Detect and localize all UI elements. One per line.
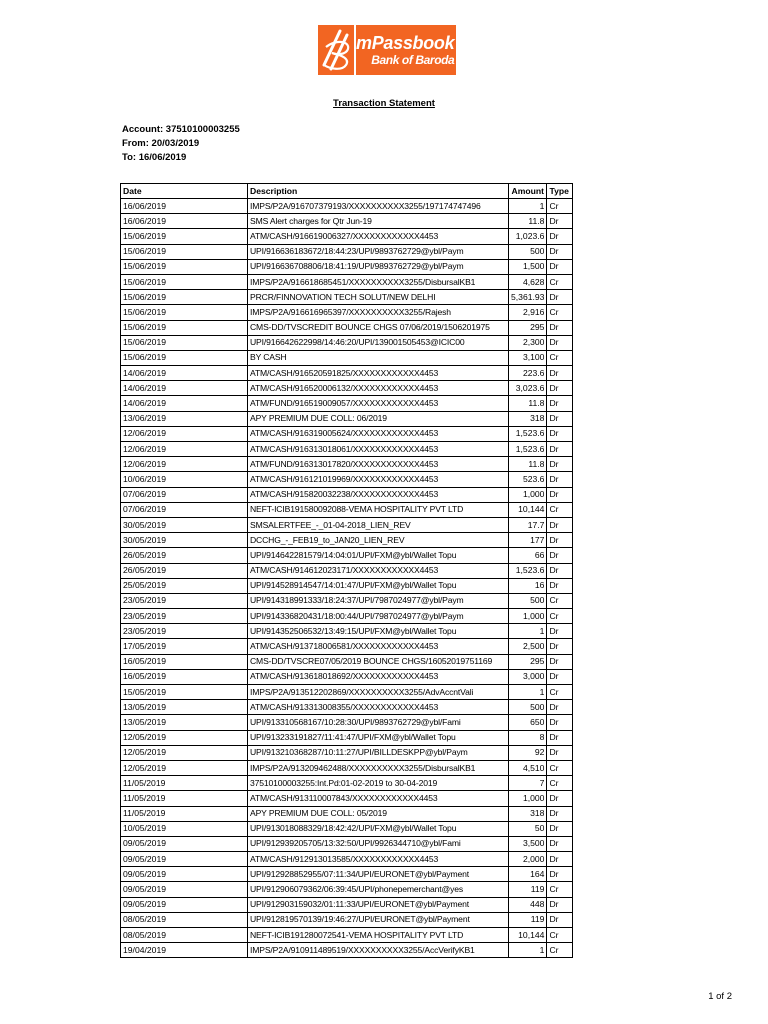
table-row bbox=[121, 745, 573, 760]
cell-amount: 1,023.6 bbox=[509, 229, 547, 244]
cell-amount: 650 bbox=[509, 715, 547, 730]
cell-description: UPI/912903159032/01:11:33/UPI/EURONET@ybl/Payment bbox=[248, 897, 509, 912]
cell-type: Cr bbox=[547, 943, 573, 958]
cell-date: 14/06/2019 bbox=[121, 396, 248, 411]
table-row bbox=[121, 593, 573, 608]
cell-description: ATM/CASH/913110007843/XXXXXXXXXXXX4453 bbox=[248, 791, 509, 806]
cell-type: Cr bbox=[547, 593, 573, 608]
cell-type: Dr bbox=[547, 487, 573, 502]
cell-type: Dr bbox=[547, 244, 573, 259]
cell-type: Dr bbox=[547, 517, 573, 532]
table-row bbox=[121, 685, 573, 700]
cell-description: UPI/914352506532/13:49:15/UPI/FXM@ybl/Wallet Topu bbox=[248, 624, 509, 639]
cell-amount: 1,000 bbox=[509, 487, 547, 502]
cell-description: ATM/CASH/912913013585/XXXXXXXXXXXX4453 bbox=[248, 852, 509, 867]
table-row bbox=[121, 639, 573, 654]
table-row bbox=[121, 457, 573, 472]
table-row bbox=[121, 791, 573, 806]
table-header-row bbox=[121, 184, 573, 199]
cell-description: ATM/CASH/916313018061/XXXXXXXXXXXX4453 bbox=[248, 442, 509, 457]
cell-amount: 50 bbox=[509, 821, 547, 836]
cell-description: UPI/913310568167/10:28:30/UPI/9893762729@ybl/Fami bbox=[248, 715, 509, 730]
cell-amount: 119 bbox=[509, 912, 547, 927]
table-row bbox=[121, 669, 573, 684]
cell-date: 09/05/2019 bbox=[121, 867, 248, 882]
table-row bbox=[121, 776, 573, 791]
cell-description: IMPS/P2A/913209462488/XXXXXXXXXX3255/DisbursalKB1 bbox=[248, 760, 509, 775]
cell-amount: 1 bbox=[509, 685, 547, 700]
table-row bbox=[121, 912, 573, 927]
cell-type: Cr bbox=[547, 502, 573, 517]
cell-date: 30/05/2019 bbox=[121, 517, 248, 532]
cell-date: 16/06/2019 bbox=[121, 199, 248, 214]
cell-description: PRCR/FINNOVATION TECH SOLUT/NEW DELHI bbox=[248, 290, 509, 305]
cell-date: 13/06/2019 bbox=[121, 411, 248, 426]
table-row bbox=[121, 487, 573, 502]
cell-date: 13/05/2019 bbox=[121, 715, 248, 730]
cell-type: Dr bbox=[547, 715, 573, 730]
cell-type: Dr bbox=[547, 897, 573, 912]
cell-description: UPI/912906079362/06:39:45/UPI/phonepemerchant@yes bbox=[248, 882, 509, 897]
cell-type: Dr bbox=[547, 229, 573, 244]
cell-type: Cr bbox=[547, 350, 573, 365]
table-row bbox=[121, 305, 573, 320]
cell-description: UPI/916636708806/18:41:19/UPI/9893762729@ybl/Paym bbox=[248, 259, 509, 274]
cell-amount: 1 bbox=[509, 624, 547, 639]
cell-amount: 10,144 bbox=[509, 928, 547, 943]
cell-description: DCCHG_-_FEB19_to_JAN20_LIEN_REV bbox=[248, 533, 509, 548]
cell-type: Dr bbox=[547, 457, 573, 472]
period-to: To: 16/06/2019 bbox=[122, 152, 187, 163]
cell-amount: 318 bbox=[509, 411, 547, 426]
table-row bbox=[121, 381, 573, 396]
table-row bbox=[121, 821, 573, 836]
app-name: mPassbook bbox=[356, 33, 455, 53]
cell-amount: 295 bbox=[509, 654, 547, 669]
cell-type: Dr bbox=[547, 669, 573, 684]
cell-description: ATM/CASH/916520591825/XXXXXXXXXXXX4453 bbox=[248, 366, 509, 381]
cell-type: Dr bbox=[547, 867, 573, 882]
table-row bbox=[121, 715, 573, 730]
column-header-date: Date bbox=[121, 184, 248, 199]
cell-amount: 1,500 bbox=[509, 259, 547, 274]
cell-amount: 2,300 bbox=[509, 335, 547, 350]
cell-amount: 17.7 bbox=[509, 517, 547, 532]
cell-date: 09/05/2019 bbox=[121, 897, 248, 912]
cell-amount: 1,523.6 bbox=[509, 442, 547, 457]
cell-type: Cr bbox=[547, 882, 573, 897]
table-row bbox=[121, 928, 573, 943]
cell-description: ATM/CASH/913618018692/XXXXXXXXXXXX4453 bbox=[248, 669, 509, 684]
table-row bbox=[121, 943, 573, 958]
table-row bbox=[121, 897, 573, 912]
cell-description: ATM/CASH/916520006132/XXXXXXXXXXXX4453 bbox=[248, 381, 509, 396]
cell-amount: 7 bbox=[509, 776, 547, 791]
cell-type: Dr bbox=[547, 426, 573, 441]
bank-of-baroda-logo-icon bbox=[318, 25, 354, 75]
cell-date: 15/06/2019 bbox=[121, 335, 248, 350]
table-row bbox=[121, 350, 573, 365]
cell-date: 12/05/2019 bbox=[121, 730, 248, 745]
cell-amount: 500 bbox=[509, 700, 547, 715]
cell-amount: 3,023.6 bbox=[509, 381, 547, 396]
cell-type: Dr bbox=[547, 806, 573, 821]
cell-date: 09/05/2019 bbox=[121, 836, 248, 851]
cell-description: UPI/916642622998/14:46:20/UPI/139001505453@ICIC00 bbox=[248, 335, 509, 350]
cell-description: ATM/CASH/914612023171/XXXXXXXXXXXX4453 bbox=[248, 563, 509, 578]
cell-description: UPI/913233191827/11:41:47/UPI/FXM@ybl/Wallet Topu bbox=[248, 730, 509, 745]
table-row bbox=[121, 730, 573, 745]
cell-amount: 295 bbox=[509, 320, 547, 335]
cell-date: 15/06/2019 bbox=[121, 244, 248, 259]
table-row bbox=[121, 472, 573, 487]
cell-amount: 3,500 bbox=[509, 836, 547, 851]
statement-title: Transaction Statement bbox=[333, 98, 435, 109]
cell-date: 23/05/2019 bbox=[121, 609, 248, 624]
cell-description: UPI/912928852955/07:11:34/UPI/EURONET@ybl/Payment bbox=[248, 867, 509, 882]
table-row bbox=[121, 548, 573, 563]
cell-type: Dr bbox=[547, 791, 573, 806]
cell-date: 12/05/2019 bbox=[121, 745, 248, 760]
cell-amount: 1 bbox=[509, 943, 547, 958]
cell-date: 17/05/2019 bbox=[121, 639, 248, 654]
cell-type: Dr bbox=[547, 533, 573, 548]
table-row bbox=[121, 533, 573, 548]
cell-date: 08/05/2019 bbox=[121, 928, 248, 943]
cell-description: IMPS/P2A/916707379193/XXXXXXXXXX3255/197174747496 bbox=[248, 199, 509, 214]
account-info bbox=[122, 123, 240, 165]
table-row bbox=[121, 274, 573, 289]
cell-date: 16/06/2019 bbox=[121, 214, 248, 229]
cell-description: ATM/FUND/916313017820/XXXXXXXXXXXX4453 bbox=[248, 457, 509, 472]
cell-date: 15/06/2019 bbox=[121, 305, 248, 320]
cell-description: ATM/CASH/916619006327/XXXXXXXXXXXX4453 bbox=[248, 229, 509, 244]
cell-date: 15/06/2019 bbox=[121, 320, 248, 335]
cell-description: UPI/913018088329/18:42:42/UPI/FXM@ybl/Wallet Topu bbox=[248, 821, 509, 836]
table-row bbox=[121, 654, 573, 669]
cell-amount: 11.8 bbox=[509, 396, 547, 411]
cell-amount: 1 bbox=[509, 199, 547, 214]
cell-description: IMPS/P2A/916618685451/XXXXXXXXXX3255/DisbursalKB1 bbox=[248, 274, 509, 289]
cell-amount: 2,000 bbox=[509, 852, 547, 867]
column-header-amount: Amount bbox=[509, 184, 547, 199]
cell-amount: 3,100 bbox=[509, 350, 547, 365]
cell-date: 23/05/2019 bbox=[121, 624, 248, 639]
table-row bbox=[121, 199, 573, 214]
cell-description: SMS Alert charges for Qtr Jun-19 bbox=[248, 214, 509, 229]
cell-amount: 119 bbox=[509, 882, 547, 897]
table-row bbox=[121, 852, 573, 867]
cell-description: UPI/914642281579/14:04:01/UPI/FXM@ybl/Wallet Topu bbox=[248, 548, 509, 563]
cell-date: 08/05/2019 bbox=[121, 912, 248, 927]
cell-type: Cr bbox=[547, 305, 573, 320]
cell-date: 10/06/2019 bbox=[121, 472, 248, 487]
cell-type: Dr bbox=[547, 836, 573, 851]
cell-description: ATM/FUND/916519009057/XXXXXXXXXXXX4453 bbox=[248, 396, 509, 411]
cell-type: Dr bbox=[547, 912, 573, 927]
cell-description: ATM/CASH/913718006581/XXXXXXXXXXXX4453 bbox=[248, 639, 509, 654]
cell-description: UPI/914336820431/18:00:44/UPI/7987024977@ybl/Paym bbox=[248, 609, 509, 624]
cell-amount: 2,916 bbox=[509, 305, 547, 320]
cell-description: 37510100003255:Int.Pd:01-02-2019 to 30-04-2019 bbox=[248, 776, 509, 791]
cell-amount: 66 bbox=[509, 548, 547, 563]
table-row bbox=[121, 411, 573, 426]
cell-amount: 500 bbox=[509, 593, 547, 608]
table-row bbox=[121, 229, 573, 244]
cell-date: 10/05/2019 bbox=[121, 821, 248, 836]
cell-amount: 177 bbox=[509, 533, 547, 548]
table-row bbox=[121, 806, 573, 821]
cell-amount: 8 bbox=[509, 730, 547, 745]
cell-type: Dr bbox=[547, 290, 573, 305]
cell-date: 11/05/2019 bbox=[121, 776, 248, 791]
table-row bbox=[121, 502, 573, 517]
cell-type: Dr bbox=[547, 214, 573, 229]
cell-amount: 92 bbox=[509, 745, 547, 760]
cell-amount: 4,628 bbox=[509, 274, 547, 289]
cell-description: ATM/CASH/913313008355/XXXXXXXXXXXX4453 bbox=[248, 700, 509, 715]
transaction-table bbox=[120, 183, 573, 958]
cell-description: UPI/914528914547/14:01:47/UPI/FXM@ybl/Wallet Topu bbox=[248, 578, 509, 593]
cell-description: ATM/CASH/916319005624/XXXXXXXXXXXX4453 bbox=[248, 426, 509, 441]
cell-description: CMS-DD/TVSCREDIT BOUNCE CHGS 07/06/2019/1506201975 bbox=[248, 320, 509, 335]
table-row bbox=[121, 563, 573, 578]
cell-date: 19/04/2019 bbox=[121, 943, 248, 958]
table-row bbox=[121, 700, 573, 715]
table-row bbox=[121, 244, 573, 259]
cell-date: 12/06/2019 bbox=[121, 442, 248, 457]
cell-amount: 164 bbox=[509, 867, 547, 882]
cell-amount: 2,500 bbox=[509, 639, 547, 654]
cell-amount: 10,144 bbox=[509, 502, 547, 517]
cell-type: Dr bbox=[547, 259, 573, 274]
cell-type: Dr bbox=[547, 578, 573, 593]
cell-amount: 4,510 bbox=[509, 760, 547, 775]
period-from: From: 20/03/2019 bbox=[122, 138, 200, 149]
cell-type: Dr bbox=[547, 624, 573, 639]
cell-amount: 523.6 bbox=[509, 472, 547, 487]
column-header-description: Description bbox=[248, 184, 509, 199]
cell-description: IMPS/P2A/910911489519/XXXXXXXXXX3255/AccVerifyKB1 bbox=[248, 943, 509, 958]
cell-date: 23/05/2019 bbox=[121, 593, 248, 608]
column-header-type: Type bbox=[547, 184, 573, 199]
cell-type: Dr bbox=[547, 335, 573, 350]
table-row bbox=[121, 396, 573, 411]
cell-type: Cr bbox=[547, 199, 573, 214]
cell-description: BY CASH bbox=[248, 350, 509, 365]
cell-date: 30/05/2019 bbox=[121, 533, 248, 548]
cell-amount: 5,361.93 bbox=[509, 290, 547, 305]
cell-description: UPI/913210368287/10:11:27/UPI/BILLDESKPP@ybl/Paym bbox=[248, 745, 509, 760]
cell-description: SMSALERTFEE_-_01-04-2018_LIEN_REV bbox=[248, 517, 509, 532]
cell-description: NEFT-ICIB191580092088-VEMA HOSPITALITY PVT LTD bbox=[248, 502, 509, 517]
cell-amount: 1,523.6 bbox=[509, 426, 547, 441]
table-row bbox=[121, 609, 573, 624]
cell-description: UPI/916636183672/18:44:23/UPI/9893762729@ybl/Paym bbox=[248, 244, 509, 259]
cell-date: 26/05/2019 bbox=[121, 563, 248, 578]
table-row bbox=[121, 320, 573, 335]
cell-date: 26/05/2019 bbox=[121, 548, 248, 563]
cell-type: Cr bbox=[547, 928, 573, 943]
cell-type: Cr bbox=[547, 609, 573, 624]
cell-date: 15/06/2019 bbox=[121, 229, 248, 244]
cell-type: Dr bbox=[547, 472, 573, 487]
cell-amount: 1,000 bbox=[509, 791, 547, 806]
logo-text bbox=[356, 25, 456, 75]
cell-type: Dr bbox=[547, 730, 573, 745]
cell-amount: 500 bbox=[509, 244, 547, 259]
cell-date: 25/05/2019 bbox=[121, 578, 248, 593]
cell-date: 11/05/2019 bbox=[121, 806, 248, 821]
cell-description: CMS-DD/TVSCRE07/05/2019 BOUNCE CHGS/16052019751169 bbox=[248, 654, 509, 669]
cell-type: Dr bbox=[547, 563, 573, 578]
table-row bbox=[121, 259, 573, 274]
cell-amount: 318 bbox=[509, 806, 547, 821]
cell-date: 12/05/2019 bbox=[121, 760, 248, 775]
cell-type: Dr bbox=[547, 745, 573, 760]
cell-date: 15/06/2019 bbox=[121, 350, 248, 365]
table-row bbox=[121, 836, 573, 851]
cell-date: 16/05/2019 bbox=[121, 654, 248, 669]
cell-date: 07/06/2019 bbox=[121, 502, 248, 517]
cell-description: IMPS/P2A/916616965397/XXXXXXXXXX3255/Rajesh bbox=[248, 305, 509, 320]
cell-description: NEFT-ICIB191280072541-VEMA HOSPITALITY PVT LTD bbox=[248, 928, 509, 943]
cell-amount: 11.8 bbox=[509, 214, 547, 229]
cell-type: Dr bbox=[547, 442, 573, 457]
cell-date: 13/05/2019 bbox=[121, 700, 248, 715]
cell-date: 09/05/2019 bbox=[121, 882, 248, 897]
mpassbook-logo bbox=[318, 25, 455, 75]
cell-date: 16/05/2019 bbox=[121, 669, 248, 684]
table-row bbox=[121, 624, 573, 639]
cell-date: 15/06/2019 bbox=[121, 259, 248, 274]
cell-type: Dr bbox=[547, 821, 573, 836]
cell-date: 09/05/2019 bbox=[121, 852, 248, 867]
table-row bbox=[121, 760, 573, 775]
cell-type: Dr bbox=[547, 366, 573, 381]
cell-date: 11/05/2019 bbox=[121, 791, 248, 806]
cell-date: 15/06/2019 bbox=[121, 274, 248, 289]
cell-type: Cr bbox=[547, 760, 573, 775]
page-number: 1 of 2 bbox=[708, 991, 732, 1002]
table-row bbox=[121, 366, 573, 381]
cell-amount: 11.8 bbox=[509, 457, 547, 472]
table-row bbox=[121, 442, 573, 457]
cell-description: APY PREMIUM DUE COLL: 05/2019 bbox=[248, 806, 509, 821]
cell-description: UPI/912939205705/13:32:50/UPI/9926344710@ybl/Fami bbox=[248, 836, 509, 851]
bank-name: Bank of Baroda bbox=[371, 53, 455, 67]
table-row bbox=[121, 290, 573, 305]
cell-date: 14/06/2019 bbox=[121, 366, 248, 381]
table-row bbox=[121, 517, 573, 532]
table-row bbox=[121, 214, 573, 229]
cell-description: UPI/912819570139/19:46:27/UPI/EURONET@ybl/Payment bbox=[248, 912, 509, 927]
cell-date: 07/06/2019 bbox=[121, 487, 248, 502]
cell-date: 12/06/2019 bbox=[121, 426, 248, 441]
cell-description: UPI/914318991333/18:24:37/UPI/7987024977@ybl/Paym bbox=[248, 593, 509, 608]
table-row bbox=[121, 867, 573, 882]
cell-date: 14/06/2019 bbox=[121, 381, 248, 396]
cell-type: Dr bbox=[547, 320, 573, 335]
cell-amount: 1,000 bbox=[509, 609, 547, 624]
cell-type: Dr bbox=[547, 852, 573, 867]
cell-type: Dr bbox=[547, 654, 573, 669]
transaction-rows bbox=[121, 199, 573, 958]
cell-type: Cr bbox=[547, 274, 573, 289]
table-row bbox=[121, 578, 573, 593]
cell-type: Dr bbox=[547, 700, 573, 715]
cell-description: ATM/CASH/916121019969/XXXXXXXXXXXX4453 bbox=[248, 472, 509, 487]
cell-type: Dr bbox=[547, 411, 573, 426]
cell-amount: 1,523.6 bbox=[509, 563, 547, 578]
cell-date: 15/06/2019 bbox=[121, 290, 248, 305]
table-row bbox=[121, 335, 573, 350]
cell-description: IMPS/P2A/913512202869/XXXXXXXXXX3255/AdvAccntVali bbox=[248, 685, 509, 700]
cell-date: 12/06/2019 bbox=[121, 457, 248, 472]
cell-type: Cr bbox=[547, 776, 573, 791]
cell-type: Dr bbox=[547, 381, 573, 396]
cell-amount: 16 bbox=[509, 578, 547, 593]
cell-type: Dr bbox=[547, 639, 573, 654]
table-row bbox=[121, 882, 573, 897]
cell-date: 15/05/2019 bbox=[121, 685, 248, 700]
cell-description: APY PREMIUM DUE COLL: 06/2019 bbox=[248, 411, 509, 426]
cell-amount: 448 bbox=[509, 897, 547, 912]
cell-description: ATM/CASH/915820032238/XXXXXXXXXXXX4453 bbox=[248, 487, 509, 502]
cell-amount: 223.6 bbox=[509, 366, 547, 381]
cell-type: Cr bbox=[547, 685, 573, 700]
cell-type: Dr bbox=[547, 548, 573, 563]
cell-type: Dr bbox=[547, 396, 573, 411]
table-row bbox=[121, 426, 573, 441]
cell-amount: 3,000 bbox=[509, 669, 547, 684]
account-number: Account: 37510100003255 bbox=[122, 124, 240, 135]
